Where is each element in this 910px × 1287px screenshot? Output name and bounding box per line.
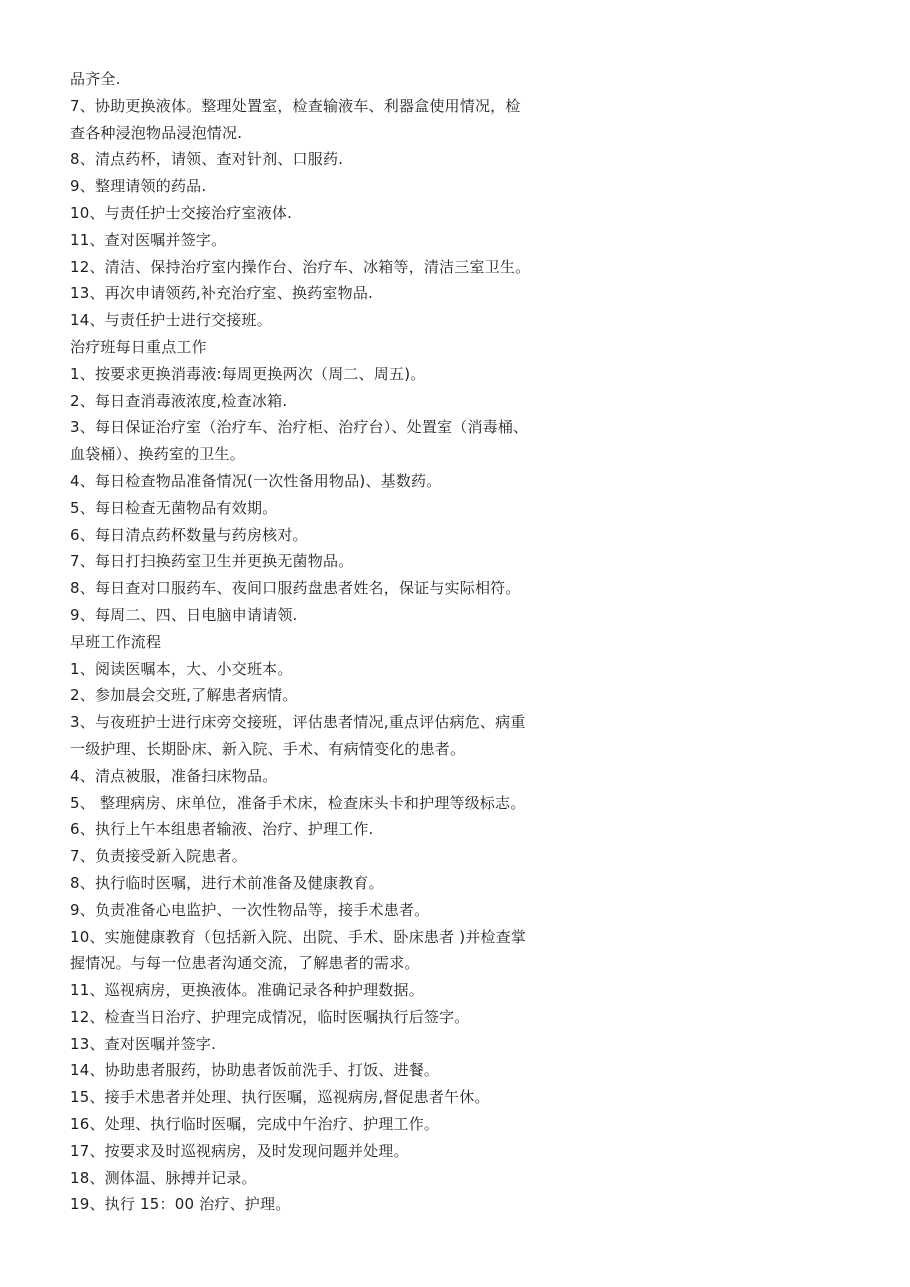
text-line: 4、每日检查物品准备情况(一次性备用物品)、基数药。: [70, 471, 442, 490]
text-line: 查各种浸泡物品浸泡情况.: [70, 123, 243, 142]
text-line: 握情况。与每一位患者沟通交流，了解患者的需求。: [70, 954, 420, 973]
text-line: 8、清点药杯，请领、查对针剂、口服药.: [70, 150, 344, 169]
text-line: 6、执行上午本组患者输液、治疗、护理工作.: [70, 820, 374, 839]
text-line: 14、与责任护士进行交接班。: [70, 311, 272, 330]
text-line: 13、查对医嘱并签字.: [70, 1034, 217, 1053]
text-line: 9、整理请领的药品.: [70, 177, 207, 196]
section-heading: 治疗班每日重点工作: [70, 337, 207, 356]
text-line: 2、参加晨会交班,了解患者病情。: [70, 686, 298, 705]
text-line: 血袋桶）、换药室的卫生。: [70, 445, 245, 464]
text-line: 19、执行 15：00 治疗、护理。: [70, 1195, 291, 1214]
text-line: 10、与责任护士交接治疗室液体.: [70, 203, 293, 222]
text-line: 1、按要求更换消毒液:每周更换两次（周二、周五)。: [70, 364, 426, 383]
text-line: 4、清点被服，准备扫床物品。: [70, 766, 278, 785]
text-line: 8、每日查对口服药车、夜间口服药盘患者姓名，保证与实际相符。: [70, 579, 521, 598]
text-line: 12、清洁、保持治疗室内操作台、治疗车、冰箱等，清洁三室卫生。: [70, 257, 531, 276]
text-line: 7、每日打扫换药室卫生并更换无菌物品。: [70, 552, 354, 571]
section-heading: 早班工作流程: [70, 632, 162, 651]
text-line: 11、巡视病房，更换液体。准确记录各种护理数据。: [70, 981, 424, 1000]
text-line: 6、每日清点药杯数量与药房核对。: [70, 525, 308, 544]
text-line: 10、实施健康教育（包括新入院、出院、手术、卧床患者 )并检查掌: [70, 927, 527, 946]
text-line: 3、与夜班护士进行床旁交接班，评估患者情况,重点评估病危、病重: [70, 713, 526, 732]
text-line: 8、执行临时医嘱，进行术前准备及健康教育。: [70, 873, 384, 892]
text-line: 一级护理、长期卧床、新入院、手术、有病情变化的患者。: [70, 739, 466, 758]
text-line: 7、负责接受新入院患者。: [70, 847, 247, 866]
text-line: 15、接手术患者并处理、执行医嘱，巡视病房,督促患者午休。: [70, 1088, 490, 1107]
text-line: 1、阅读医嘱本，大、小交班本。: [70, 659, 293, 678]
text-line: 11、查对医嘱并签字。: [70, 230, 227, 249]
text-line: 5、 整理病房、床单位，准备手术床，检查床头卡和护理等级标志。: [70, 793, 526, 812]
text-line: 9、负责准备心电监护、一次性物品等，接手术患者。: [70, 900, 430, 919]
document-body: [70, 66, 860, 1218]
text-line: 12、检查当日治疗、护理完成情况，临时医嘱执行后签字。: [70, 1007, 470, 1026]
text-line: 品齐全.: [70, 70, 121, 88]
text-line: 9、每周二、四、日电脑申请请领.: [70, 605, 298, 624]
text-line: 17、按要求及时巡视病房，及时发现问题并处理。: [70, 1141, 409, 1160]
text-line: 5、每日检查无菌物品有效期。: [70, 498, 278, 517]
text-line: 7、协助更换液体。整理处置室，检查输液车、利器盒使用情况，检: [70, 96, 521, 115]
text-line: 3、每日保证治疗室（治疗车、治疗柜、治疗台）、处置室（消毒桶、: [70, 418, 529, 437]
text-line: 13、再次申请领药,补充治疗室、换药室物品.: [70, 284, 374, 303]
text-line: 2、每日查消毒液浓度,检查冰箱.: [70, 391, 288, 410]
text-line: 14、协助患者服药，协助患者饭前洗手、打饭、进餐。: [70, 1061, 440, 1080]
text-line: 18、测体温、脉搏并记录。: [70, 1168, 257, 1187]
text-line: 16、处理、执行临时医嘱，完成中午治疗、护理工作。: [70, 1115, 440, 1134]
